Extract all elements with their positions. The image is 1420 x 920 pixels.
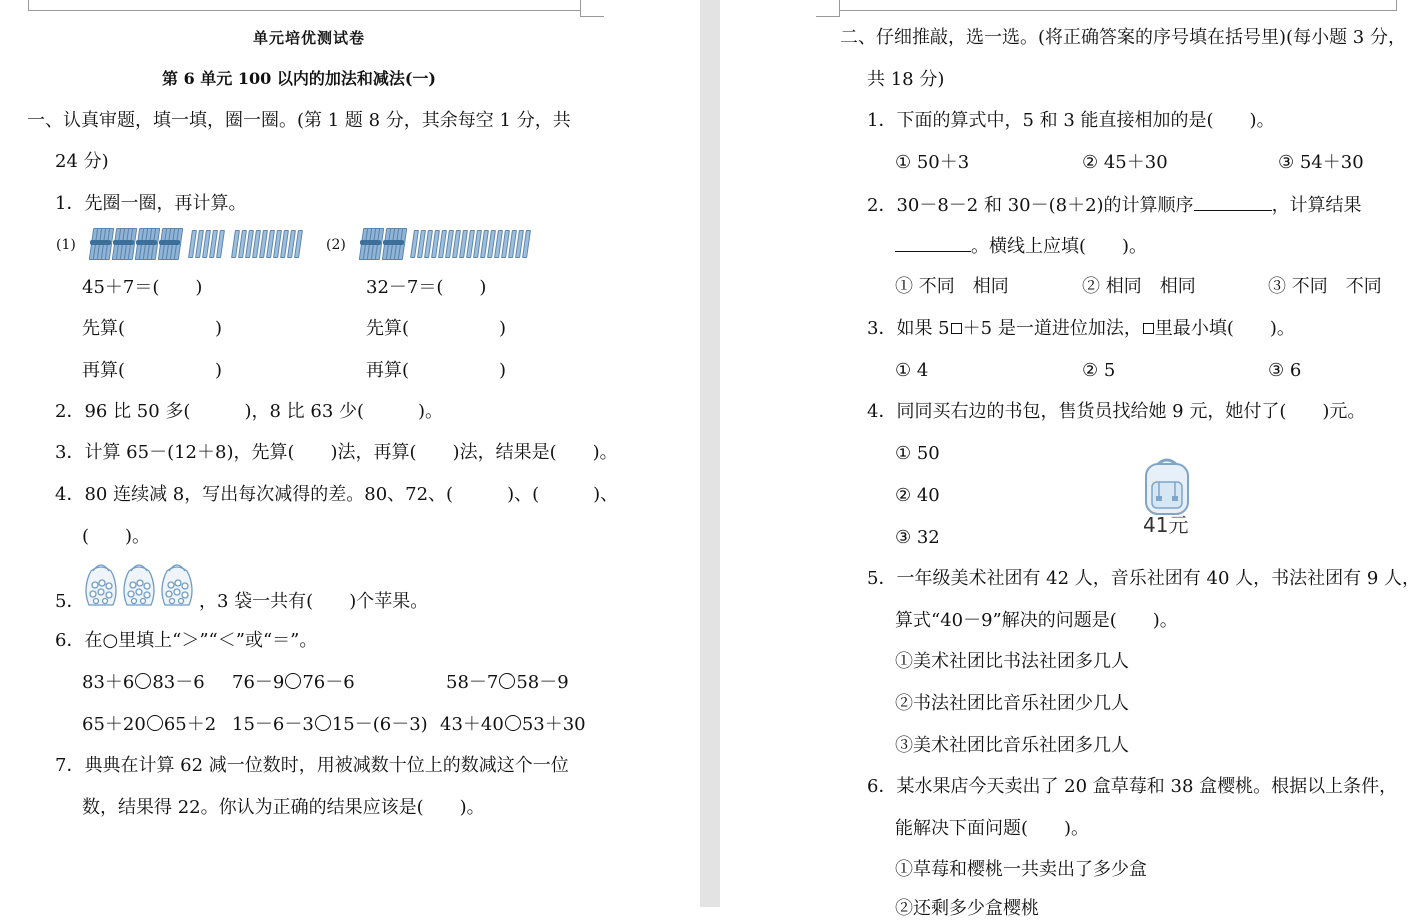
r-q5-option-2: ②书法社团比音乐社团少几人: [895, 693, 1129, 714]
page-gutter: [700, 0, 720, 907]
stick-bundle-icon: [360, 228, 381, 258]
r-q6-option-2: ②还剩多少盒樱桃: [895, 898, 1039, 919]
r-q2-text: [867, 193, 1362, 217]
r-q3-part-a: 3．如果 5: [867, 318, 950, 339]
blank-box-icon: [951, 323, 962, 334]
stick-bundle-icon: [383, 228, 404, 258]
q1-text: 1．先圈一圈，再计算。: [55, 193, 247, 214]
q4-text-cont: ( )。: [82, 526, 151, 547]
q6-compare-c: [446, 672, 569, 694]
q6-compare-d: [82, 714, 216, 736]
margin-mark: [28, 0, 29, 10]
stick-bundle-icon: [159, 228, 180, 258]
q5-number: 5．: [55, 591, 85, 612]
r-q2-option-1: ① 不同 相同: [895, 276, 1009, 297]
q6-compare-b-right: 76－6: [302, 672, 355, 693]
apple-bag-icon: [162, 565, 192, 605]
answer-blank[interactable]: [1194, 193, 1272, 211]
margin-mark: [580, 0, 581, 16]
q6-compare-f: [440, 714, 586, 736]
compare-circle[interactable]: [285, 673, 301, 689]
q2-text: 2．96 比 50 多( )，8 比 63 少( )。: [55, 401, 444, 422]
margin-mark: [839, 0, 840, 16]
r-q4-option-2: ② 40: [895, 485, 940, 506]
q6-compare-b-left: 76－9: [232, 672, 285, 693]
q1-part2-label: (2): [326, 237, 346, 253]
r-q4-text: 4．同同买右边的书包，售货员找给她 9 元，她付了( )元。: [867, 401, 1366, 422]
margin-mark: [816, 16, 840, 17]
r-q3-option-1: ① 4: [895, 360, 929, 381]
section1-title-cont: 24 分): [55, 151, 109, 172]
stick-bundle-icon: [90, 228, 111, 258]
sticks-group-2: [360, 228, 531, 258]
r-q3-option-3: ③ 6: [1268, 360, 1302, 381]
compare-circle[interactable]: [499, 673, 515, 689]
r-q1-option-1: ① 50＋3: [895, 152, 970, 173]
r-q3-part-b: ＋5 是一道进位加法，: [962, 318, 1142, 339]
r-q1-option-2: ② 45＋30: [1082, 152, 1168, 173]
r-q6-text: 6．某水果店今天卖出了 20 盒草莓和 38 盒樱桃。根据以上条件，: [867, 776, 1398, 797]
q6-compare-c-left: 58－7: [446, 672, 499, 693]
section2-title-cont: 共 18 分): [867, 69, 945, 90]
q1-part1-label: (1): [56, 237, 76, 253]
answer-blank[interactable]: [895, 234, 971, 252]
doc-subtitle: 第 6 单元 100 以内的加法和减法(一): [162, 69, 436, 88]
compare-circle[interactable]: [147, 715, 163, 731]
q6-compare-f-left: 43＋40: [440, 714, 504, 735]
q6-compare-e-left: 15－6－3: [232, 714, 314, 735]
backpack-price: 41元: [1143, 513, 1189, 537]
section1-title: 一、认真审题，填一填，圈一圈。(第 1 题 8 分，其余每空 1 分，共: [27, 110, 571, 131]
q7-text: 7．典典在计算 62 减一位数时，用被减数十位上的数减这个一位: [55, 755, 569, 776]
r-q5-option-3: ③美术社团比音乐社团多几人: [895, 735, 1129, 756]
r-q2-option-3: ③ 不同 不同: [1268, 276, 1382, 297]
q6-compare-e: [232, 714, 428, 736]
q6-compare-f-right: 53＋30: [521, 714, 586, 735]
compare-circle[interactable]: [505, 715, 521, 731]
compare-circle[interactable]: [315, 715, 331, 731]
r-q5-option-1: ①美术社团比书法社团多几人: [895, 651, 1129, 672]
q1-part1-expression: 45＋7＝( ): [82, 277, 203, 298]
r-q1-option-3: ③ 54＋30: [1278, 152, 1364, 173]
q5-text: ，3 袋一共有( )个苹果。: [199, 591, 429, 612]
q6-compare-b: [232, 672, 355, 694]
q1-part2-first-step: 先算( ): [366, 318, 507, 339]
r-q4-option-3: ③ 32: [895, 527, 940, 548]
q6-compare-a-left: 83＋6: [82, 672, 135, 693]
q7-text-cont: 数，结果得 22。你认为正确的结果应该是( )。: [82, 797, 485, 818]
margin-mark: [1396, 0, 1397, 10]
margin-mark: [580, 16, 604, 17]
r-q2-part-c: 。横线上应填( )。: [971, 236, 1148, 257]
r-q1-text: 1．下面的算式中，5 和 3 能直接相加的是( )。: [867, 110, 1275, 131]
q3-text: 3．计算 65－(12＋8)，先算( )法，再算( )法，结果是( )。: [55, 442, 618, 463]
page-left[interactable]: [0, 0, 700, 907]
r-q3-text: [867, 318, 1295, 340]
compare-circle[interactable]: [135, 673, 151, 689]
q6-compare-d-left: 65＋20: [82, 714, 146, 735]
r-q6-text-cont: 能解决下面问题( )。: [895, 818, 1090, 839]
stick-bundle-icon: [113, 228, 134, 258]
q1-part2-then-step: 再算( ): [366, 360, 507, 381]
r-q2-part-b: ，计算结果: [1271, 195, 1362, 216]
blank-box-icon: [1143, 323, 1154, 334]
page-right[interactable]: [720, 0, 1420, 919]
q1-part2-expression: 32－7＝( ): [366, 277, 487, 298]
r-q2-option-2: ② 相同 相同: [1082, 276, 1196, 297]
sticks-group-1: [90, 228, 303, 258]
r-q4-option-1: ① 50: [895, 443, 940, 464]
doc-header: 单元培优测试卷: [253, 29, 366, 47]
r-q6-option-1: ①草莓和樱桃一共卖出了多少盒: [895, 859, 1147, 880]
section2-title: 二、仔细推敲，选一选。(将正确答案的序号填在括号里)(每小题 3 分，: [840, 27, 1406, 48]
r-q5-text-cont: 算式“40－9”解决的问题是( )。: [895, 610, 1178, 631]
q4-text: 4．80 连续减 8，写出每次减得的差。80、72、( )、( )、: [55, 484, 619, 505]
q6-compare-d-right: 65＋2: [163, 714, 217, 735]
page-top-rule: [839, 10, 1397, 11]
apple-bag-icon: [86, 565, 116, 605]
r-q3-part-c: 里最小填( )。: [1154, 318, 1295, 339]
apple-bag-icon: [124, 565, 154, 605]
q6-compare-c-right: 58－9: [516, 672, 569, 693]
stick-bundle-icon: [136, 228, 157, 258]
r-q5-text: 5．一年级美术社团有 42 人，音乐社团有 40 人，书法社团有 9 人，: [867, 568, 1420, 589]
q1-part1-first-step: 先算( ): [82, 318, 223, 339]
q1-part1-then-step: 再算( ): [82, 360, 223, 381]
r-q3-option-2: ② 5: [1082, 360, 1116, 381]
q6-compare-e-right: 15－(6－3): [331, 714, 428, 735]
q6-compare-a-right: 83－6: [152, 672, 205, 693]
backpack-icon: [1140, 456, 1194, 516]
apple-bags-image: [83, 561, 199, 609]
q6-compare-a: [82, 672, 205, 694]
r-q2-part-a: 2．30－8－2 和 30－(8＋2)的计算顺序: [867, 195, 1194, 216]
page-top-rule: [28, 10, 581, 11]
r-q2-text-cont: [895, 234, 1147, 258]
q6-text: 6．在○里填上“＞”“＜”或“＝”。: [55, 630, 318, 651]
